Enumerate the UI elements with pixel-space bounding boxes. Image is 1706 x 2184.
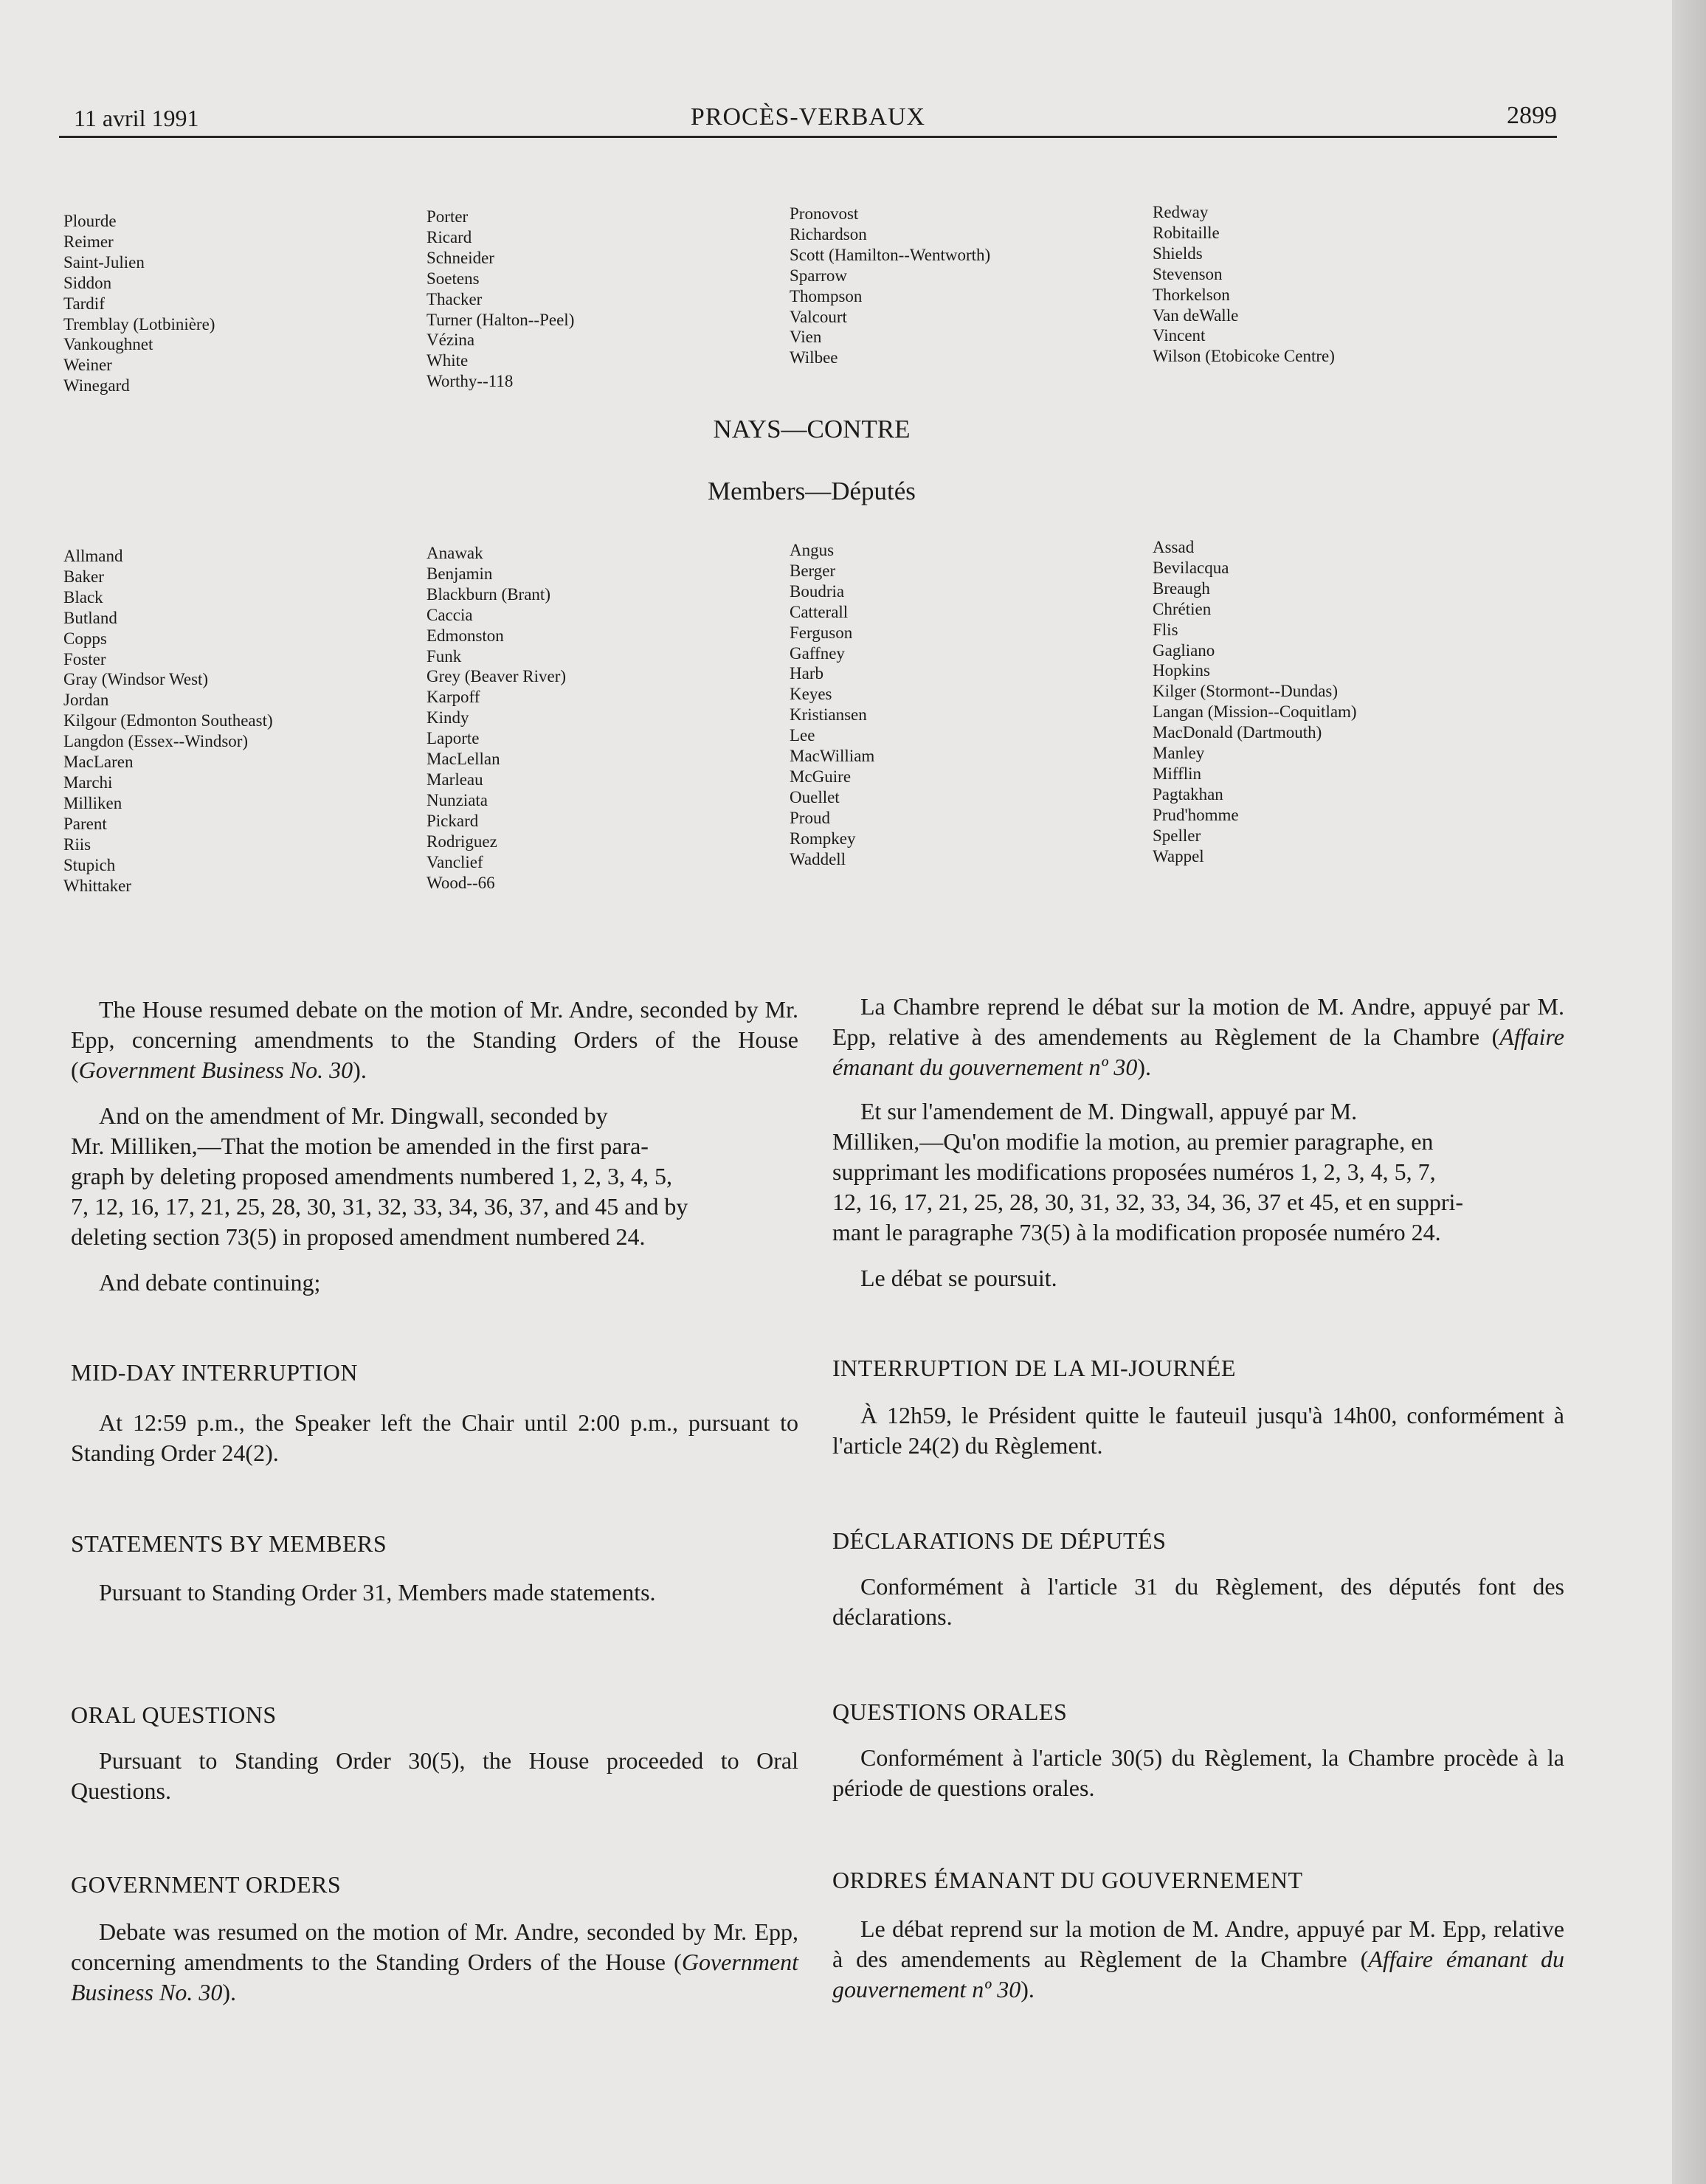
- member-name: Manley: [1153, 744, 1205, 763]
- member-name: Keyes: [790, 685, 832, 704]
- fr-gov-reference: Affaire émanant du gouvernement nº 30: [832, 1946, 1565, 2002]
- member-name: Baker: [63, 567, 104, 586]
- en-oral-questions-heading: ORAL QUESTIONS: [71, 1701, 277, 1728]
- member-name: Mifflin: [1153, 764, 1202, 783]
- member-name: Stupich: [63, 855, 116, 874]
- yeas-column-3: [790, 204, 990, 368]
- fr-amendment-line: Et sur l'amendement de M. Dingwall, appuyé par M.: [860, 1098, 1358, 1124]
- member-name: Prud'homme: [1153, 805, 1239, 824]
- en-debate-continuing-text: And debate continuing;: [99, 1269, 321, 1296]
- member-name: Caccia: [426, 605, 473, 624]
- member-name: Thompson: [790, 286, 863, 305]
- en-oral-questions-text: Pursuant to Standing Order 30(5), the House proceeded to Oral Questions.: [71, 1747, 798, 1804]
- member-name: Vézina: [426, 331, 475, 350]
- en-midday-heading: MID-DAY INTERRUPTION: [71, 1359, 358, 1386]
- member-name: Ricard: [426, 227, 472, 246]
- fr-oral-questions-text: Conformément à l'article 30(5) du Règlement, la Chambre procède à la période de questions orales.: [832, 1744, 1564, 1801]
- nays-column-3: [790, 540, 874, 870]
- member-name: Rompkey: [790, 829, 856, 848]
- fr-debate-continuing-text: Le débat se poursuit.: [860, 1265, 1057, 1291]
- member-name: Pickard: [426, 811, 479, 830]
- nays-heading: NAYS—CONTRE: [713, 415, 911, 443]
- en-government-orders-heading: GOVERNMENT ORDERS: [71, 1871, 342, 1898]
- member-name: Kilgour (Edmonton Southeast): [63, 711, 273, 730]
- member-name: Rodriguez: [426, 832, 497, 851]
- member-name: Robitaille: [1153, 223, 1220, 242]
- en-government-orders-paragraph: [71, 1917, 798, 2008]
- member-name: Redway: [1153, 203, 1209, 221]
- member-name: Saint-Julien: [63, 252, 145, 272]
- member-name: Weiner: [63, 356, 112, 375]
- fr-government-orders-paragraph: [832, 1914, 1564, 2005]
- fr-gov-text: Le débat reprend sur la motion de M. Andre, appuyé par M. Epp, relative à des amendements au Règlement de la Chambre (: [832, 1915, 1564, 1972]
- en-gov-close: ).: [222, 1979, 236, 2005]
- member-name: Langdon (Essex--Windsor): [63, 732, 249, 751]
- member-name: Kristiansen: [790, 705, 867, 725]
- member-name: Tardif: [63, 294, 105, 313]
- en-gov-reference: Government Business No. 30: [71, 1949, 798, 2005]
- member-name: Wappel: [1153, 846, 1204, 865]
- member-name: Kilger (Stormont--Dundas): [1153, 682, 1339, 701]
- nays-column-2: [426, 543, 566, 893]
- member-name: Jordan: [63, 691, 109, 710]
- fr-midday-text: À 12h59, le Président quitte le fauteuil jusqu'à 14h00, conformément à l'article 24(2) du Règlement.: [832, 1402, 1564, 1459]
- en-resumed-close: ).: [353, 1057, 367, 1083]
- member-name: Vanclief: [426, 852, 483, 871]
- member-name: Hopkins: [1153, 661, 1210, 680]
- en-resumed-reference: Government Business No. 30: [78, 1057, 353, 1083]
- member-name: Tremblay (Lotbinière): [63, 314, 215, 334]
- member-name: Scott (Hamilton--Wentworth): [790, 245, 991, 264]
- member-name: Flis: [1153, 620, 1178, 639]
- fr-resumed-reference: Affaire émanant du gouvernement nº 30: [832, 1023, 1564, 1080]
- member-name: Chrétien: [1153, 599, 1212, 618]
- member-name: Sparrow: [790, 266, 847, 285]
- fr-resumed-debate-paragraph: [832, 992, 1564, 1082]
- fr-statements-text: Conformément à l'article 31 du Règlement, des députés font des déclarations.: [832, 1573, 1564, 1630]
- member-name: Thacker: [426, 289, 483, 308]
- member-name: Ouellet: [790, 787, 840, 806]
- member-name: Pagtakhan: [1153, 784, 1223, 804]
- fr-midday-heading: INTERRUPTION DE LA MI-JOURNÉE: [832, 1355, 1236, 1381]
- fr-amendment-line: 12, 16, 17, 21, 25, 28, 30, 31, 32, 33, 34, 36, 37 et 45, et en suppri-: [832, 1189, 1464, 1215]
- member-name: Gaffney: [790, 643, 845, 663]
- en-midday-paragraph: [71, 1408, 798, 1468]
- member-name: Kindy: [426, 708, 469, 728]
- member-name: Parent: [63, 814, 107, 833]
- nays-subheading: Members—Députés: [708, 477, 916, 505]
- fr-resumed-text: La Chambre reprend le débat sur la motion de M. Andre, appuyé par M. Epp, relative à des amendements au Règlement de la Chambre (: [832, 993, 1564, 1050]
- member-name: Soetens: [426, 269, 480, 288]
- member-name: Langan (Mission--Coquitlam): [1153, 702, 1357, 722]
- member-name: Riis: [63, 834, 91, 854]
- member-name: Schneider: [426, 248, 494, 267]
- fr-debate-continuing: [832, 1263, 1564, 1293]
- en-amendment-paragraph: [71, 1101, 798, 1252]
- fr-gov-close: ).: [1021, 1976, 1035, 2002]
- yeas-column-2: [426, 207, 574, 392]
- member-name: Lee: [790, 726, 815, 745]
- fr-oral-questions-heading: QUESTIONS ORALES: [832, 1699, 1068, 1725]
- member-name: Waddell: [790, 849, 846, 868]
- en-amendment-line: graph by deleting proposed amendments numbered 1, 2, 3, 4, 5,: [71, 1163, 672, 1189]
- member-name: Foster: [63, 649, 106, 668]
- member-name: Gray (Windsor West): [63, 670, 209, 689]
- member-name: MacWilliam: [790, 747, 875, 766]
- en-oral-questions-paragraph: [71, 1746, 798, 1806]
- member-name: Van deWalle: [1153, 305, 1239, 325]
- fr-midday-paragraph: [832, 1400, 1564, 1461]
- en-statements-text: Pursuant to Standing Order 31, Members made statements.: [99, 1579, 656, 1606]
- member-name: Copps: [63, 629, 107, 648]
- member-name: Speller: [1153, 826, 1201, 845]
- header-date: 11 avril 1991: [74, 105, 199, 131]
- header-title: PROCÈS-VERBAUX: [690, 103, 926, 131]
- en-midday-text: At 12:59 p.m., the Speaker left the Chair until 2:00 p.m., pursuant to Standing Order 24(2).: [71, 1409, 798, 1466]
- member-name: Richardson: [790, 224, 867, 243]
- member-name: Stevenson: [1153, 264, 1223, 283]
- member-name: Vincent: [1153, 326, 1206, 345]
- member-name: McGuire: [790, 767, 852, 786]
- member-name: Harb: [790, 664, 823, 683]
- member-name: Grey (Beaver River): [426, 667, 567, 686]
- member-name: MacLaren: [63, 753, 134, 772]
- en-amendment-line: Mr. Milliken,—That the motion be amended in the first para-: [71, 1133, 649, 1159]
- member-name: MacDonald (Dartmouth): [1153, 723, 1322, 742]
- member-name: Shields: [1153, 243, 1203, 263]
- member-name: Black: [63, 587, 103, 607]
- member-name: Siddon: [63, 273, 112, 292]
- en-gov-text: Debate was resumed on the motion of Mr. Andre, seconded by Mr. Epp, concerning amendments to the Standing Orders of the House (: [71, 1918, 798, 1975]
- en-statements-heading: STATEMENTS BY MEMBERS: [71, 1530, 387, 1557]
- member-name: Proud: [790, 808, 830, 827]
- member-name: Whittaker: [63, 876, 131, 895]
- fr-government-orders-heading: ORDRES ÉMANANT DU GOUVERNEMENT: [832, 1867, 1303, 1893]
- fr-amendment-line: Milliken,—Qu'on modifie la motion, au premier paragraphe, en: [832, 1128, 1434, 1155]
- member-name: Plourde: [63, 212, 117, 230]
- member-name: Funk: [426, 646, 462, 666]
- member-name: Vien: [790, 328, 822, 347]
- en-amendment-line: 7, 12, 16, 17, 21, 25, 28, 30, 31, 32, 33, 34, 36, 37, and 45 and by: [71, 1193, 688, 1220]
- member-name: Benjamin: [426, 564, 493, 583]
- member-name: White: [426, 351, 469, 370]
- member-name: Porter: [426, 207, 469, 226]
- member-name: Vankoughnet: [63, 335, 153, 354]
- member-name: Pronovost: [790, 204, 859, 223]
- nays-column-4: [1153, 537, 1357, 867]
- en-resumed-text: The House resumed debate on the motion of Mr. Andre, seconded by Mr. Epp, concerning amendments to the Standing Orders of the House (: [71, 996, 798, 1083]
- member-name: Worthy--118: [426, 372, 514, 391]
- en-amendment-line: deleting section 73(5) in proposed amendment numbered 24.: [71, 1223, 646, 1250]
- member-name: Marchi: [63, 773, 113, 792]
- en-debate-continuing: [71, 1268, 798, 1298]
- en-resumed-debate-paragraph: [71, 995, 798, 1085]
- fr-amendment-line: mant le paragraphe 73(5) à la modification proposée numéro 24.: [832, 1219, 1441, 1245]
- yeas-column-1: [63, 211, 215, 396]
- page-header: [59, 94, 1557, 138]
- member-name: Angus: [790, 541, 835, 559]
- page-edge-shadow: [1672, 0, 1706, 2184]
- en-statements-paragraph: [71, 1577, 798, 1608]
- member-name: Wood--66: [426, 873, 495, 892]
- member-name: Ferguson: [790, 623, 853, 642]
- member-name: Boudria: [790, 581, 845, 601]
- member-name: Laporte: [426, 729, 480, 748]
- member-name: Breaugh: [1153, 578, 1210, 598]
- member-name: Valcourt: [790, 307, 847, 326]
- member-name: Winegard: [63, 376, 130, 395]
- yeas-column-4: [1153, 202, 1335, 367]
- fr-oral-questions-paragraph: [832, 1743, 1564, 1803]
- member-name: MacLellan: [426, 750, 500, 769]
- member-name: Wilbee: [790, 348, 838, 367]
- fr-amendment-paragraph: [832, 1096, 1564, 1248]
- member-name: Thorkelson: [1153, 285, 1230, 304]
- member-name: Butland: [63, 608, 117, 627]
- nays-column-1: [63, 546, 273, 896]
- member-name: Milliken: [63, 793, 122, 812]
- member-name: Berger: [790, 561, 836, 580]
- member-name: Nunziata: [426, 790, 488, 809]
- member-name: Reimer: [63, 232, 114, 251]
- en-amendment-line: And on the amendment of Mr. Dingwall, seconded by: [99, 1102, 608, 1129]
- page-number: 2899: [1507, 102, 1557, 129]
- fr-statements-heading: DÉCLARATIONS DE DÉPUTÉS: [832, 1527, 1167, 1554]
- fr-resumed-close: ).: [1137, 1054, 1152, 1080]
- member-name: Karpoff: [426, 688, 480, 707]
- member-name: Gagliano: [1153, 640, 1215, 660]
- member-name: Anawak: [426, 544, 483, 562]
- fr-amendment-line: supprimant les modifications proposées numéros 1, 2, 3, 4, 5, 7,: [832, 1158, 1436, 1185]
- member-name: Allmand: [63, 547, 123, 565]
- member-name: Marleau: [426, 770, 483, 789]
- member-name: Bevilacqua: [1153, 558, 1229, 577]
- member-name: Turner (Halton--Peel): [426, 310, 575, 329]
- member-name: Edmonston: [426, 626, 504, 645]
- fr-statements-paragraph: [832, 1572, 1564, 1632]
- member-name: Blackburn (Brant): [426, 584, 550, 604]
- member-name: Catterall: [790, 602, 849, 621]
- member-name: Assad: [1153, 538, 1195, 556]
- member-name: Wilson (Etobicoke Centre): [1153, 347, 1335, 366]
